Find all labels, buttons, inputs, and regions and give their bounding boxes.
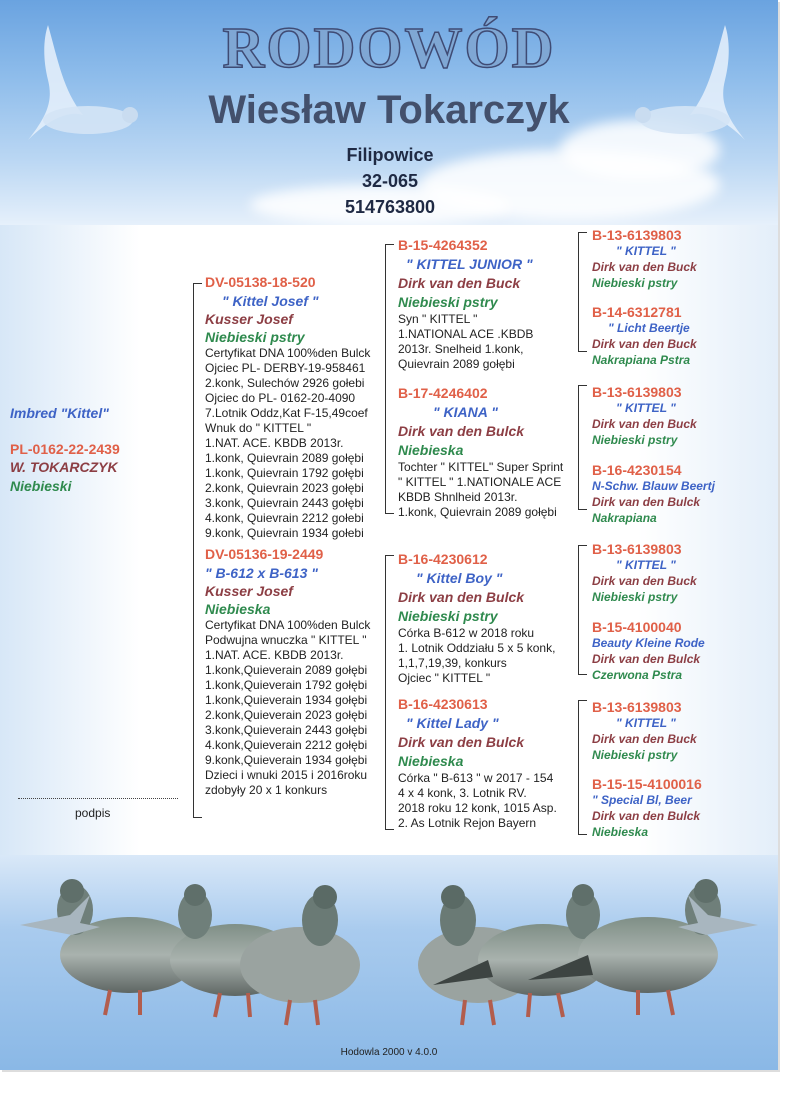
pigeon-note: 1.konk,Quieverain 2089 gołębi	[205, 663, 368, 677]
pigeon-color: Niebieska	[398, 753, 464, 769]
pigeon-note: 7.Lotnik Oddz,Kat F-15,49coef	[205, 406, 368, 420]
pigeon-note: Ojciec " KITTEL "	[398, 671, 491, 685]
pigeon-breeder: Dirk van den Bulck	[398, 423, 525, 439]
pigeon-name: " Special Bl, Beer	[592, 793, 692, 807]
bracket-gen2-a	[385, 244, 386, 514]
signature-label: podpis	[75, 806, 111, 820]
pigeon-ring: B-15-15-4100016	[592, 776, 702, 792]
pigeon-name: Beauty Kleine Rode	[592, 636, 705, 650]
pigeon-note: 1.konk,Quieverain 1934 gołębi	[205, 693, 368, 707]
pigeon-breeder: Dirk van den Bulck	[592, 809, 701, 823]
pigeon-breeder: Dirk van den Buck	[398, 275, 521, 291]
bracket-gen2-b	[385, 555, 386, 830]
bracket-gen3-a	[578, 232, 579, 352]
pigeon-note: Córka B-612 w 2018 roku	[398, 626, 535, 640]
pigeon-name: " Kittel Boy "	[416, 570, 503, 586]
pigeon-breeder: Dirk van den Bulck	[398, 734, 525, 750]
pigeon-note: Quievrain 2089 gołębi	[398, 357, 515, 371]
owner-name: Wiesław Tokarczyk	[208, 88, 570, 132]
pigeon-note: 1,1,7,19,39, konkurs	[398, 656, 507, 670]
pigeon-name: " KITTEL "	[616, 716, 676, 730]
pigeon-note: 4.konk, Quievrain 2212 gołebi	[205, 511, 364, 525]
pigeon-note: 9.konk,Quieverain 1934 gołębi	[205, 753, 368, 767]
pigeon-note: KBDB Shnlheid 2013r.	[398, 490, 518, 504]
pigeons-illustration	[0, 865, 778, 1045]
pigeon-breeder: Dirk van den Bulck	[398, 589, 525, 605]
pigeon-breeder: Dirk van den Buck	[592, 417, 697, 431]
pigeon-note: 2.konk,Quieverain 2023 gołębi	[205, 708, 368, 722]
pigeon-color: Niebieski pstry	[398, 608, 498, 624]
pigeon-color: Niebieski pstry	[592, 433, 678, 447]
pigeon-ring: B-16-4230613	[398, 696, 488, 712]
subject-color: Niebieski	[10, 478, 72, 494]
pigeon-color: Nakrapiana Pstra	[592, 353, 691, 367]
pigeon-ring: B-13-6139803	[592, 541, 682, 557]
pigeon-ring: B-13-6139803	[592, 384, 682, 400]
pigeon-ring: B-17-4246402	[398, 385, 488, 401]
subject-owner: W. TOKARCZYK	[10, 459, 118, 475]
pigeon-name: " Licht Beertje	[608, 321, 690, 335]
software-version: Hodowla 2000 v 4.0.0	[340, 1047, 438, 1058]
pigeon-ring: DV-05136-19-2449	[205, 546, 324, 562]
pigeon-color: Niebieski pstry	[592, 748, 678, 762]
pigeon-note: 2018 roku 12 konk, 1015 Asp.	[398, 801, 557, 815]
pigeon-note: Certyfikat DNA 100%den Bulck	[205, 618, 371, 632]
pigeon-breeder: Dirk van den Buck	[592, 574, 697, 588]
pigeon-color: Niebieska	[592, 825, 649, 839]
pigeon-breeder: Kusser Josef	[205, 311, 293, 327]
pigeon-note: 1. Lotnik Oddziału 5 x 5 konk,	[398, 641, 556, 655]
pigeon-color: Czerwona Pstra	[592, 668, 683, 682]
pigeon-note: 2. As Lotnik Rejon Bayern	[398, 816, 537, 830]
owner-phone: 514763800	[344, 197, 436, 217]
pigeon-note: 1.konk, Quievrain 2089 gołębi	[398, 505, 557, 519]
pigeon-name: " Kittel Josef "	[222, 293, 319, 309]
pigeon-ring: B-16-4230612	[398, 551, 488, 567]
pigeon-name: " KIANA "	[433, 404, 498, 420]
signature-line	[18, 798, 178, 799]
pigeon-color: Niebieski pstry	[205, 329, 305, 345]
pigeon-ring: B-14-6312781	[592, 304, 682, 320]
owner-postal-code: 32-065	[361, 171, 419, 191]
pigeon-breeder: Dirk van den Buck	[592, 732, 697, 746]
pigeon-note: Ojciec do PL- 0162-20-4090	[205, 391, 356, 405]
pigeon-color: Niebieska	[205, 601, 271, 617]
pigeon-note: 3.konk,Quieverain 2443 gołębi	[205, 723, 368, 737]
pigeon-note: 2.konk, Quievrain 2023 gołębi	[205, 481, 364, 495]
pigeon-note: 2013r. Snelheid 1.konk,	[398, 342, 524, 356]
pigeon-note: 9.konk, Quievrain 1934 gołebi	[205, 526, 364, 540]
pigeon-note: 1.NAT. ACE. KBDB 2013r.	[205, 436, 344, 450]
pigeon-name: N-Schw. Blauw Beertj	[592, 479, 715, 493]
pigeon-note: zdobyły 20 x 1 konkurs	[205, 783, 328, 797]
pigeon-note: Tochter " KITTEL" Super Sprint	[398, 460, 564, 474]
pigeon-color: Niebieski pstry	[592, 590, 678, 604]
pigeon-note: Wnuk do " KITTEL "	[205, 421, 312, 435]
pigeon-ring: B-15-4100040	[592, 619, 682, 635]
pigeon-name: " KITTEL JUNIOR "	[406, 256, 533, 272]
pigeon-name: " Kittel Lady "	[406, 715, 499, 731]
pigeon-breeder: Dirk van den Buck	[592, 337, 697, 351]
pigeon-breeder: Dirk van den Bulck	[592, 652, 701, 666]
pigeon-note: 1.konk, Quievrain 1792 gołębi	[205, 466, 364, 480]
pigeon-note: 1.NATIONAL ACE .KBDB	[398, 327, 534, 341]
pigeon-note: 2.konk, Sulechów 2926 gołebi	[205, 376, 365, 390]
pigeon-note: Podwujna wnuczka " KITTEL "	[205, 633, 367, 647]
pigeon-note: 1.konk,Quieverain 1792 gołębi	[205, 678, 368, 692]
pigeon-color: Nakrapiana	[592, 511, 657, 525]
page-title: RODOWÓD	[222, 15, 556, 80]
pigeon-ring: B-16-4230154	[592, 462, 682, 478]
pigeon-ring: B-13-6139803	[592, 699, 682, 715]
pigeon-note: " KITTEL " 1.NATIONALE ACE	[398, 475, 562, 489]
pigeon-note: 4.konk,Quieverain 2212 gołębi	[205, 738, 368, 752]
pigeon-note: Dzieci i wnuki 2015 i 2016roku	[205, 768, 368, 782]
pigeon-ring: DV-05138-18-520	[205, 274, 316, 290]
pigeon-note: 3.konk, Quievrain 2443 gołębi	[205, 496, 364, 510]
owner-city: Filipowice	[346, 145, 434, 165]
pigeon-left-3-icon	[240, 885, 360, 1025]
bracket-gen3-c	[578, 545, 579, 675]
pigeon-name: " KITTEL "	[616, 244, 676, 258]
bracket-gen3-d	[578, 700, 579, 835]
pigeon-note: 1.NAT. ACE. KBDB 2013r.	[205, 648, 344, 662]
pigeon-note: 4 x 4 konk, 3. Lotnik RV.	[398, 786, 527, 800]
pigeon-note: Córka " B-613 " w 2017 - 154	[398, 771, 554, 785]
bracket-gen1	[193, 283, 194, 818]
pigeon-breeder: Dirk van den Buck	[592, 260, 697, 274]
pigeon-breeder: Kusser Josef	[205, 583, 293, 599]
pigeon-color: Niebieska	[398, 442, 464, 458]
pigeon-ring: B-15-4264352	[398, 237, 488, 253]
pigeon-color: Niebieski pstry	[398, 294, 498, 310]
pigeon-name: " B-612 x B-613 "	[205, 565, 318, 581]
pigeon-ring: B-13-6139803	[592, 227, 682, 243]
pigeon-note: Certyfikat DNA 100%den Bulck	[205, 346, 371, 360]
pigeon-name: " KITTEL "	[616, 401, 676, 415]
pigeon-note: 1.konk, Quievrain 2089 gołębi	[205, 451, 364, 465]
pigeon-note: Syn " KITTEL "	[398, 312, 478, 326]
pigeon-color: Niebieski pstry	[592, 276, 678, 290]
pigeon-note: Ojciec PL- DERBY-19-958461	[205, 361, 366, 375]
bracket-gen3-b	[578, 385, 579, 510]
subject-ring: PL-0162-22-2439	[10, 441, 120, 457]
pigeon-breeder: Dirk van den Bulck	[592, 495, 701, 509]
subject-note: Imbred "Kittel"	[10, 405, 109, 421]
pigeon-name: " KITTEL "	[616, 558, 676, 572]
